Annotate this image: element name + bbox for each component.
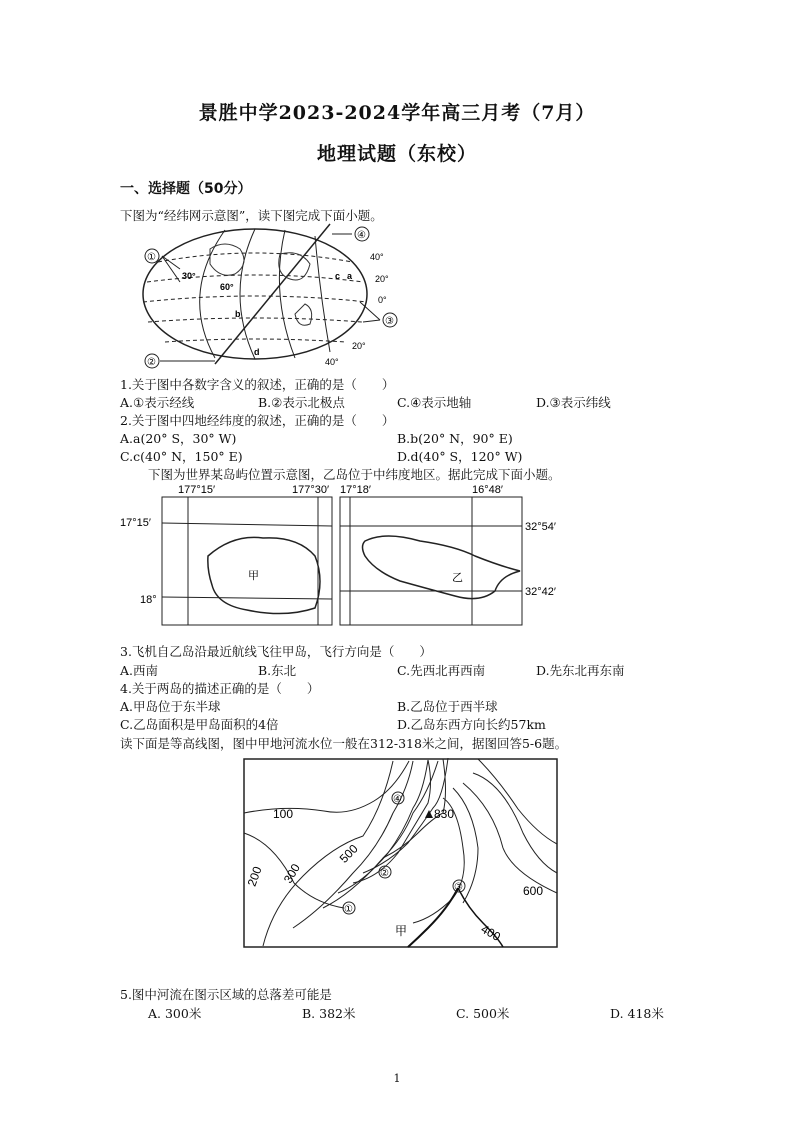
point-label: a [347,271,353,281]
contour-label-300: 300 [280,861,303,886]
contour-label-830: 830 [434,807,455,821]
exam-subtitle: 地理试题（东校） [316,143,477,165]
contour-label-500: 500 [336,841,361,866]
q3-option-b[interactable]: B.东北 [258,663,297,678]
q5-option-b[interactable]: B. 382米 [302,1006,356,1021]
contour-circle-3: ③ [454,882,463,893]
globe-label-3: ③ [385,316,394,327]
q2-option-a[interactable]: A.a(20° S，30° W) [120,431,237,446]
q5-stem: 5.图中河流在图示区域的总落差可能是 [120,987,332,1002]
point-label: b [235,309,241,319]
contour-label-200: 200 [244,864,265,889]
q4-option-b[interactable]: B.乙岛位于西半球 [397,699,498,714]
page-number: 1 [393,1072,401,1085]
left-lon2: 177°30′ [292,484,330,496]
q4-option-c[interactable]: C.乙岛面积是甲岛面积的4倍 [120,717,279,732]
right-lat2: 32°42′ [525,586,556,598]
q2-option-c[interactable]: C.c(40° N，150° E) [120,449,243,464]
q4-stem: 4.关于两岛的描述正确的是（ ） [120,681,320,696]
island-yi: 乙 [452,572,463,584]
contour-label-100: 100 [273,807,294,821]
contour-map [243,758,559,950]
contour-circle-4: ④ [393,794,402,805]
q1-stem: 1.关于图中各数字含义的叙述，正确的是（ ） [120,377,395,392]
exam-title: 景胜中学2023-2024学年高三月考（7月） [198,102,596,124]
q1-option-b[interactable]: B.②表示北极点 [258,395,345,410]
lat-label: 40° [325,357,339,367]
lat-label: 40° [370,252,384,262]
intro-contour: 读下面是等高线图，图中甲地河流水位一般在312-318米之间，据图回答5-6题。 [120,736,568,751]
contour-circle-2: ② [380,868,389,879]
globe-label-1: ① [147,252,156,263]
point-label: d [254,347,260,357]
q1-option-a[interactable]: A.①表示经线 [120,395,195,410]
q3-stem: 3.飞机自乙岛沿最近航线飞往甲岛，飞行方向是（ ） [120,644,432,659]
q2-option-d[interactable]: D.d(40° S，120° W) [397,449,523,464]
contour-label-jia: 甲 [395,924,408,938]
left-lat1: 17°15′ [120,517,151,529]
right-lat1: 32°54′ [525,521,556,533]
island-maps [120,481,556,631]
left-lat2: 18° [140,594,157,606]
left-lon1: 177°15′ [178,484,216,496]
contour-label-600: 600 [523,884,544,898]
q3-option-c[interactable]: C.先西北再西南 [397,663,486,678]
right-lon1: 17°18′ [340,484,371,496]
q5-option-d[interactable]: D. 418米 [610,1006,664,1021]
lat-label: 30° [182,271,196,281]
globe-diagram [120,224,450,374]
q1-option-c[interactable]: C.④表示地轴 [397,395,472,410]
q4-option-d[interactable]: D.乙岛东西方向长约57km [397,717,546,732]
right-lon2: 16°48′ [472,484,503,496]
globe-label-4: ④ [357,230,366,241]
q1-option-d[interactable]: D.③表示纬线 [536,395,611,410]
section-heading: 一、选择题（50分） [120,181,252,197]
contour-label-400: 400 [478,921,503,944]
q3-option-d[interactable]: D.先东北再东南 [536,663,625,678]
island-jia: 甲 [248,570,259,582]
point-label: c [335,271,341,281]
contour-circle-1: ① [344,904,353,915]
intro-islands: 下图为世界某岛屿位置示意图，乙岛位于中纬度地区。据此完成下面小题。 [148,467,561,482]
lat-label: 60° [220,282,234,292]
lat-label: 20° [375,274,389,284]
lat-label: 20° [352,341,366,351]
intro-globe: 下图为“经纬网示意图”，读下图完成下面小题。 [120,208,383,223]
globe-label-2: ② [147,357,156,368]
q2-stem: 2.关于图中四地经纬度的叙述，正确的是（ ） [120,413,395,428]
q2-option-b[interactable]: B.b(20° N，90° E) [397,431,513,446]
q4-option-a[interactable]: A.甲岛位于东半球 [120,699,221,714]
q5-option-a[interactable]: A. 300米 [148,1006,202,1021]
q5-option-c[interactable]: C. 500米 [456,1006,510,1021]
q3-option-a[interactable]: A.西南 [120,663,159,678]
lat-label: 0° [378,295,387,305]
